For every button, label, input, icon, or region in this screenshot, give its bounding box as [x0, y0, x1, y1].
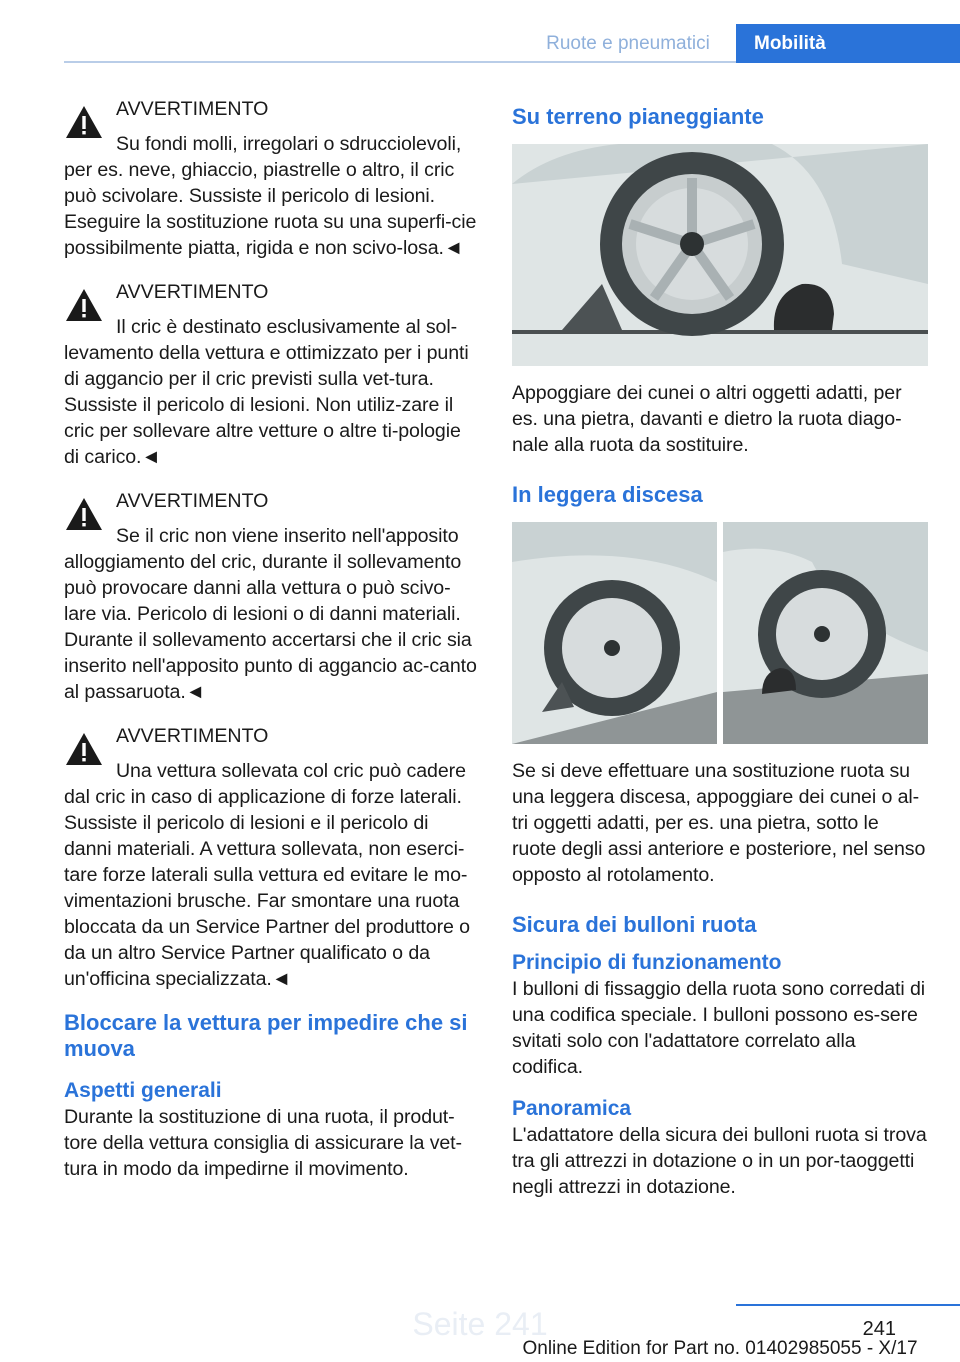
warning-triangle-icon [64, 287, 104, 323]
edition-text: Online Edition for Part no. 01402985055 - X/17 [522, 1338, 918, 1359]
section-heading-bolts: Sicura dei bulloni ruota [512, 912, 757, 937]
warning-title: AVVERTIMENTO [116, 281, 269, 303]
section-heading: Bloccare la vettura per impedire che si muova [64, 1010, 468, 1061]
subsection-heading: Aspetti generali [64, 1079, 222, 1102]
warning-block [64, 279, 480, 470]
warning-first-line: Il cric è destinato esclusivamente al sol‐ [116, 316, 458, 338]
header-section-tab: Ruote e pneumatici [546, 32, 710, 54]
section-heading-slope: In leggera discesa [512, 482, 703, 507]
section-heading-flat: Su terreno pianeggiante [512, 104, 764, 129]
warning-text: dal cric in caso di applicazione di forze laterali. Sussiste il pericolo di lesioni e il pericolo di danni materiali. A vettura sollevata, non eserci‐tare forze laterali sulla vettura ed evitare le mo‐vimentazioni brusche. Far smontare una ruota bloccata da un Service Partner del produttore o da un altro Service Partner qualificato o da un'officina specializzata.◄ [64, 786, 470, 990]
warning-title: AVVERTIMENTO [116, 98, 269, 120]
warning-triangle-icon [64, 731, 104, 767]
illustration-flat-ground [512, 144, 928, 366]
subsection-heading-function: Principio di funzionamento [512, 951, 782, 974]
left-column [64, 96, 480, 1182]
warning-first-line: Se il cric non viene inserito nell'apposito [116, 525, 459, 547]
paragraph-flat: Appoggiare dei cunei o altri oggetti adatti, per es. una pietra, davanti e dietro la ruota diago‐nale alla ruota da sostituire. [512, 382, 902, 456]
warning-block [64, 96, 480, 261]
paragraph-function: I bulloni di fissaggio della ruota sono corredati di una codifica speciale. I bulloni possono es‐sere svitati solo con l'adattatore correlato alla codifica. [512, 978, 926, 1078]
illustration-slope [512, 522, 928, 744]
warning-block [64, 723, 480, 992]
warning-title: AVVERTIMENTO [116, 490, 269, 512]
warning-text: alloggiamento del cric, durante il sollevamento può provocare danni alla vettura o può scivo‐lare via. Pericolo di lesioni o di danni materiali. Durante il sollevamento accertarsi che il cric sia inserito nell'apposito punto di aggancio ac‐canto al passaruota.◄ [64, 551, 477, 703]
page-watermark: Seite 241 [412, 1306, 548, 1342]
warning-triangle-icon [64, 104, 104, 140]
header-chapter-tab: Mobilità [736, 24, 960, 63]
warning-text: per es. neve, ghiaccio, piastrelle o altro, il cric può scivolare. Sussiste il pericolo di lesioni. Eseguire la sostituzione ruota su una superfi‐cie possibilmente piatta, rigida e non scivo‐losa.◄ [64, 159, 477, 259]
page-number: 241 [862, 1318, 896, 1340]
warning-block [64, 488, 480, 705]
warning-text: levamento della vettura e ottimizzato per i punti di aggancio per il cric previsti sulla vet‐tura. Sussiste il pericolo di lesioni. Non utiliz‐zare il cric per sollevare altre vetture o altre ti‐pologie di carico.◄ [64, 342, 469, 468]
right-column [512, 104, 928, 1200]
paragraph-overview: L'adattatore della sicura dei bulloni ruota si trova tra gli attrezzi in dotazione o in un por‐taoggetti negli attrezzi in dotazione. [512, 1124, 927, 1198]
warning-first-line: Su fondi molli, irregolari o sdrucciolevoli, [116, 133, 462, 155]
warning-title: AVVERTIMENTO [116, 725, 269, 747]
subsection-heading-overview: Panoramica [512, 1097, 632, 1120]
warning-first-line: Una vettura sollevata col cric può cadere [116, 760, 466, 782]
paragraph-slope: Se si deve effettuare una sostituzione ruota su una leggera discesa, appoggiare dei cunei o al‐tri oggetti adatti, per es. una pietra, sotto le ruote degli assi anteriore e posteriore, nel senso opposto al rotolamento. [512, 760, 926, 886]
paragraph: Durante la sostituzione di una ruota, il produt‐tore della vettura consiglia di assicurare la vet‐tura in modo da impedirne il movimento. [64, 1106, 462, 1180]
warning-triangle-icon [64, 496, 104, 532]
